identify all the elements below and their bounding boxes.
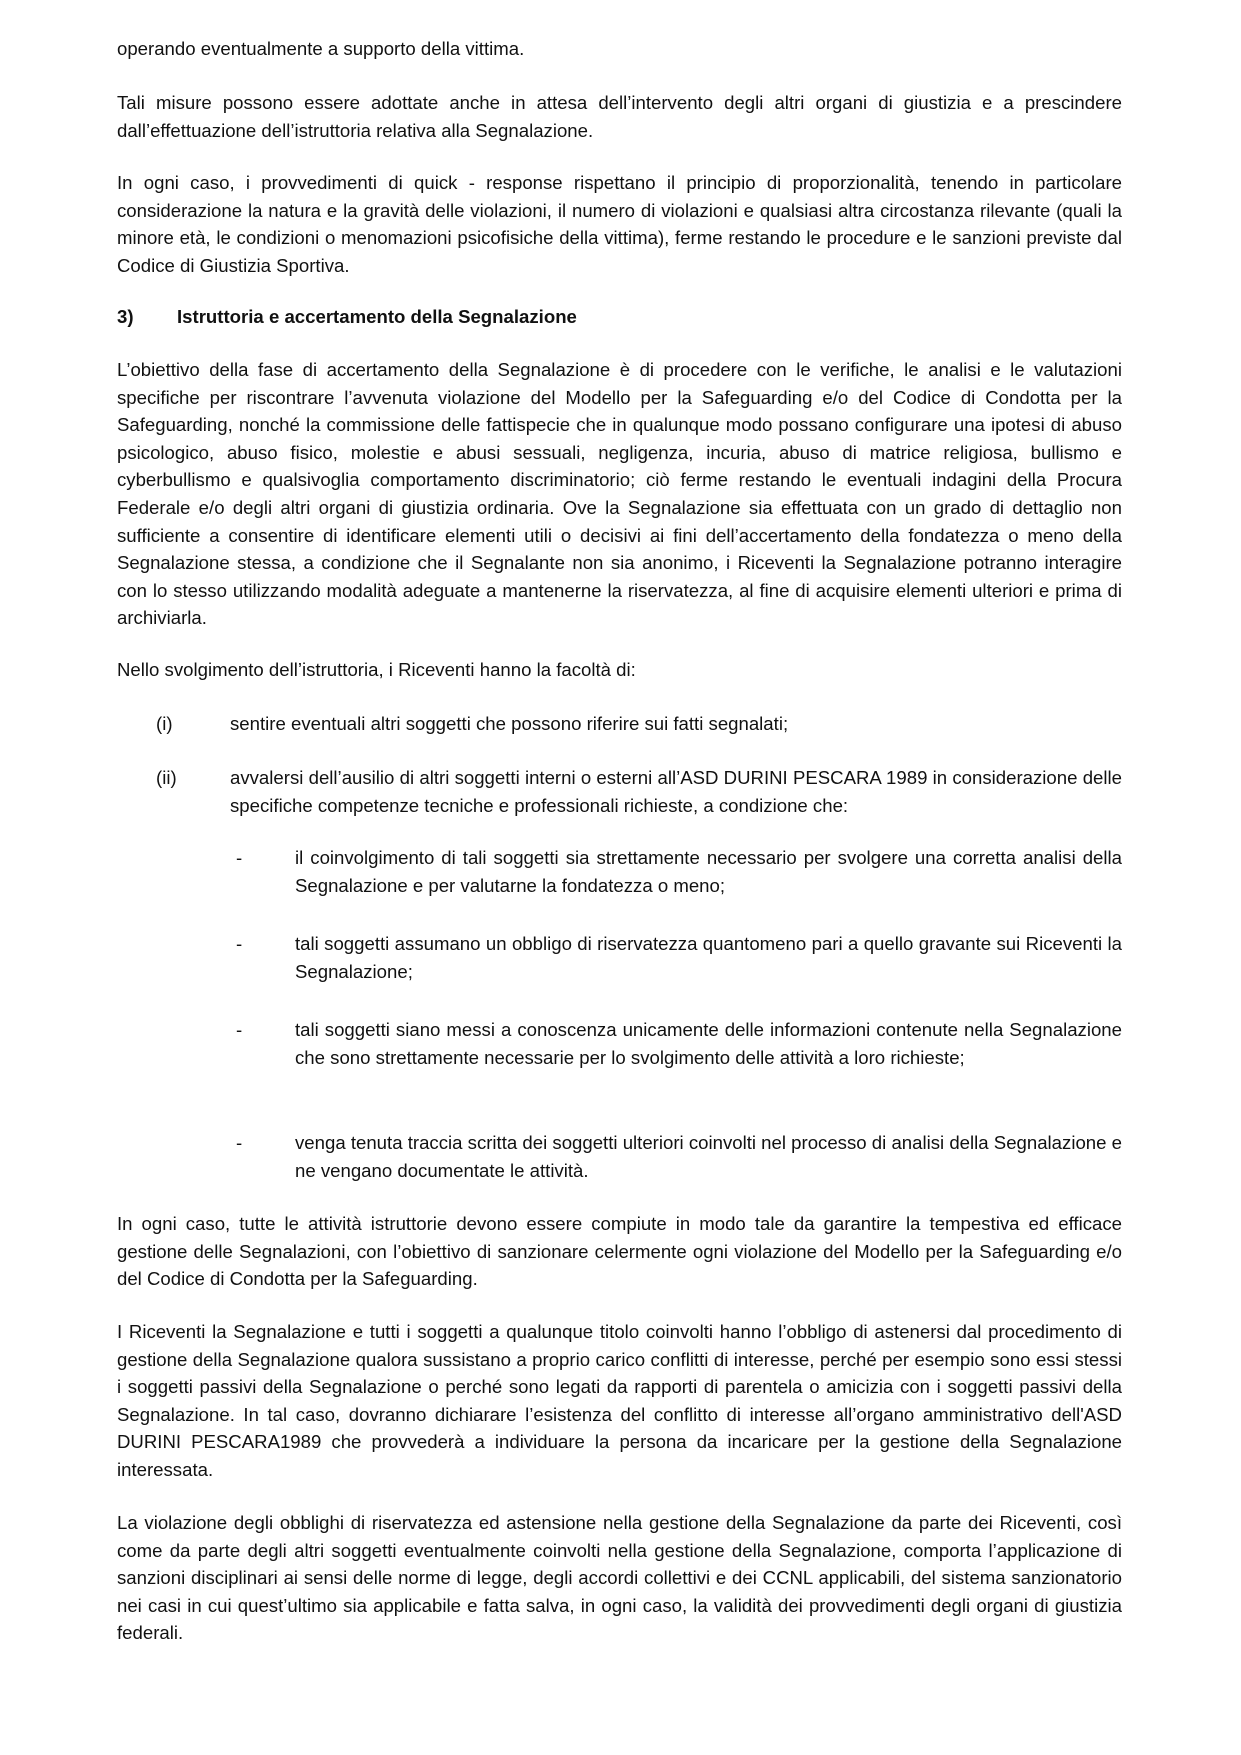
paragraph-riceventi: I Riceventi la Segnalazione e tutti i soggetti a qualunque titolo coinvolti hanno l’obbligo di astenersi dal procedimento di gestione della Segnalazione qualora sussistano a proprio carico conflitti di interesse, perché per esempio sono essi stessi i soggetti passivi della Segnalazione o perché sono legati da rapporti di parentela o amicizia con i soggetti passivi della Segnalazione. In tal caso, dovranno dichiarare l’esistenza del conflitto di interesse all’organo amministrativo dell'ASD DURINI PESCARA1989 che provvederà a individuare la persona da incaricare per la gestione della Segnalazione interessata. <box>117 1321 1122 1480</box>
sub-list-item-marker: - <box>236 933 243 954</box>
list-item-marker: (ii) <box>156 767 177 788</box>
sub-list-item-marker: - <box>236 1132 243 1153</box>
paragraph-svolgimento: Nello svolgimento dell’istruttoria, i Riceventi hanno la facoltà di: <box>117 659 636 680</box>
section-title: Istruttoria e accertamento della Segnalazione <box>177 306 577 327</box>
sub-list-item-marker: - <box>236 1019 243 1040</box>
list-item-text: avvalersi dell’ausilio di altri soggetti interni o esterni all’ASD DURINI PESCARA 1989 in considerazione delle specifiche competenze tecniche e professionali richieste, a condizione che: <box>230 767 1122 816</box>
paragraph-intro: operando eventualmente a supporto della vittima. <box>117 38 525 59</box>
section-heading <box>117 303 577 331</box>
paragraph-misure: Tali misure possono essere adottate anche in attesa dell’intervento degli altri organi di giustizia e a prescindere dall’effettuazione dell’istruttoria relativa alla Segnalazione. <box>117 92 1122 141</box>
list-item-text: sentire eventuali altri soggetti che possono riferire sui fatti segnalati; <box>230 713 789 734</box>
sub-list-item-text: tali soggetti assumano un obbligo di riservatezza quantomeno pari a quello gravante sui Riceventi la Segnalazione; <box>295 933 1122 982</box>
sub-list-item-text: tali soggetti siano messi a conoscenza unicamente delle informazioni contenute nella Segnalazione che sono strettamente necessarie per lo svolgimento delle attività a loro richieste; <box>295 1019 1122 1068</box>
sub-list-item-marker: - <box>236 847 243 868</box>
sub-list-item-text: il coinvolgimento di tali soggetti sia strettamente necessario per svolgere una corretta analisi della Segnalazione e per valutarne la fondatezza o meno; <box>295 847 1122 896</box>
paragraph-ogni-caso-attivita: In ogni caso, tutte le attività istruttorie devono essere compiute in modo tale da garantire la tempestiva ed efficace gestione delle Segnalazioni, con l’obiettivo di sanzionare celermente ogni violazione del Modello per la Safeguarding e/o del Codice di Condotta per la Safeguarding. <box>117 1213 1122 1290</box>
list-item-marker: (i) <box>156 713 173 734</box>
paragraph-ogni-caso-quick-response: In ogni caso, i provvedimenti di quick - response rispettano il principio di proporzionalità, tenendo in particolare considerazione la natura e la gravità delle violazioni, il numero di violazioni e qualsiasi altra circostanza rilevante (quali la minore età, le condizioni o menomazioni psicofisiche della vittima), ferme restando le procedure e le sanzioni previste dal Codice di Giustizia Sportiva. <box>117 172 1122 276</box>
paragraph-violazione: La violazione degli obblighi di riservatezza ed astensione nella gestione della Segnalazione da parte dei Riceventi, così come da parte degli altri soggetti eventualmente coinvolti nella gestione della Segnalazione, comporta l’applicazione di sanzioni disciplinari ai sensi delle norme di legge, degli accordi collettivi e dei CCNL applicabili, del sistema sanzionatorio nei casi in cui quest’ultimo sia applicabile e fatta salva, in ogni caso, la validità dei provvedimenti degli organi di giustizia federali. <box>117 1512 1122 1644</box>
section-number: 3) <box>117 306 134 327</box>
paragraph-obiettivo: L’obiettivo della fase di accertamento della Segnalazione è di procedere con le verifiche, le analisi e le valutazioni specifiche per riscontrare l’avvenuta violazione del Modello per la Safeguarding e/o del Codice di Condotta per la Safeguarding, nonché la commissione delle fattispecie che in qualunque modo possano configurare una ipotesi di abuso psicologico, abuso fisico, molestie e abusi sessuali, negligenza, incuria, abuso di matrice religiosa, bullismo e cyberbullismo e qualsivoglia comportamento discriminatorio; ciò ferme restando le eventuali indagini della Procura Federale e/o degli altri organi di giustizia ordinaria. Ove la Segnalazione sia effettuata con un grado di dettaglio non sufficiente a consentire di identificare elementi utili o decisivi ai fini dell’accertamento della fondatezza o meno della Segnalazione stessa, a condizione che il Segnalante non sia anonimo, i Riceventi la Segnalazione potranno interagire con lo stesso utilizzando modalità adeguate a mantenerne la riservatezza, al fine di acquisire elementi ulteriori e prima di archiviarla. <box>117 359 1122 629</box>
sub-list-item-text: venga tenuta traccia scritta dei soggetti ulteriori coinvolti nel processo di analisi della Segnalazione e ne vengano documentate le attività. <box>295 1132 1122 1181</box>
